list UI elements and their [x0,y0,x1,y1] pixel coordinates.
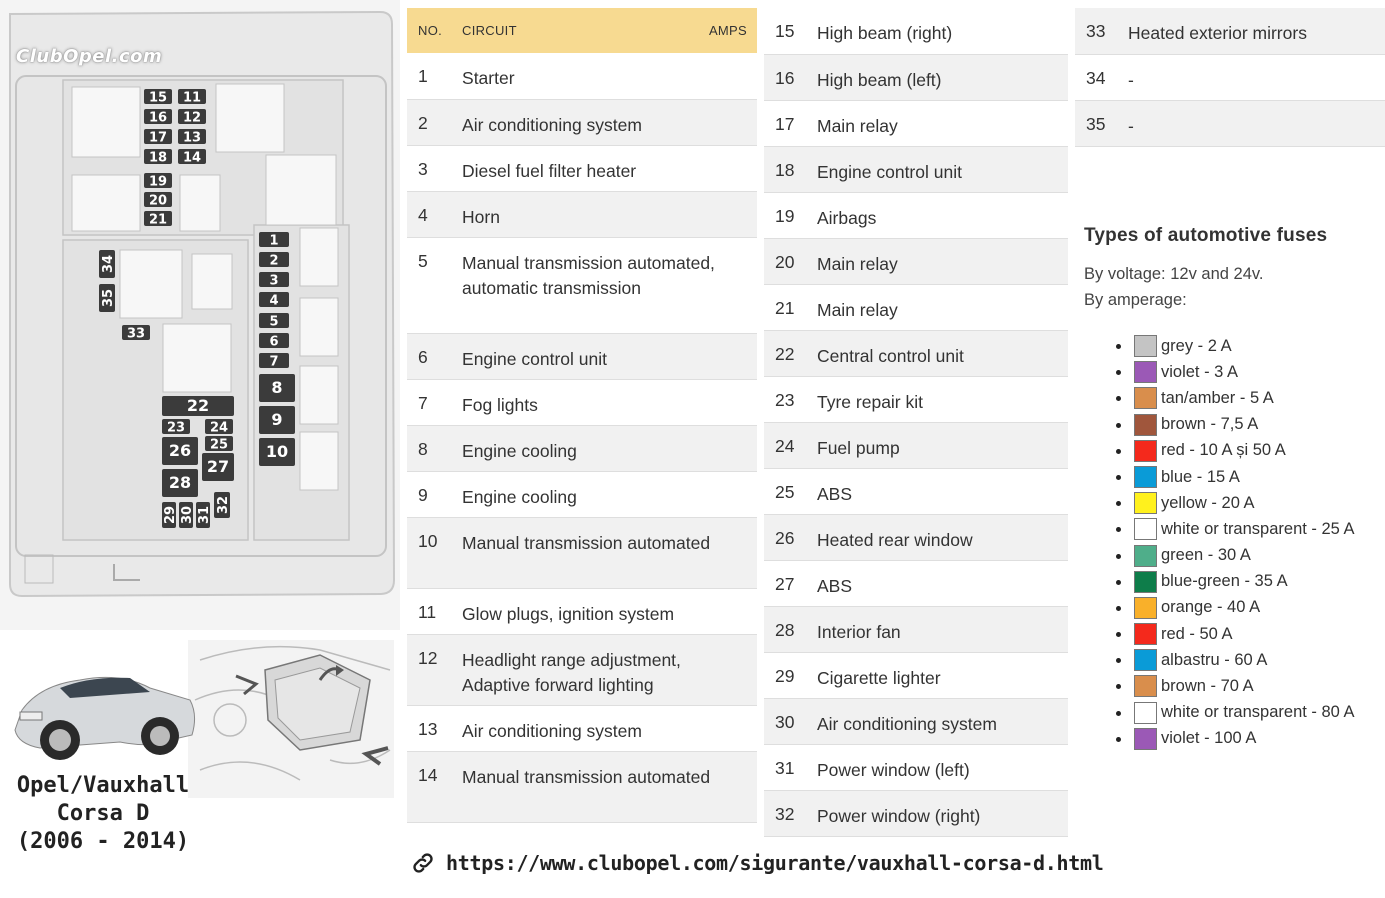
table-row [1075,8,1385,54]
fuse-label: 4 [269,293,279,309]
table-row [764,54,1068,100]
fuse-number: 2 [418,112,428,133]
fuse-number: 15 [775,21,795,41]
fuse-number: 22 [775,343,795,364]
fuse-number: 6 [418,346,428,367]
fuse-label: 5 [269,314,279,330]
table-row [764,238,1068,284]
fuse-circuit: ABS [817,575,853,596]
fuse-number: 3 [418,158,428,179]
fuse-types-title: Types of automotive fuses [1084,225,1328,246]
fuse-circuit: Heated exterior mirrors [1128,23,1307,43]
fuse-type-label: red - 50 A [1161,624,1233,643]
bullet-icon [1116,711,1121,716]
fuse-number: 35 [1086,113,1106,134]
list-item [1084,647,1384,673]
fuse-number: 24 [775,435,795,456]
table-row [407,634,757,705]
table-row [764,284,1068,330]
table-row [407,705,757,751]
fuse-number: 5 [418,250,428,271]
table-row [407,751,757,822]
fuse-circuit: High beam (left) [817,69,942,90]
fuse-number: 4 [418,204,428,225]
table-row [407,145,757,191]
fuse-number: 14 [418,764,438,785]
fuse-type-label: green - 30 A [1161,546,1251,565]
fuse-label: 26 [168,441,192,460]
by-amperage-text: By amperage: [1084,291,1187,309]
fuse-circuit: Fog lights [462,394,538,415]
list-item [1084,569,1384,595]
fuse-circuit: Heated rear window [817,529,973,550]
fuse-circuit: ABS [817,483,853,504]
table-row [764,376,1068,422]
table-row [407,379,757,425]
table-row [764,652,1068,698]
fuse-number: 25 [775,481,795,502]
link-icon [410,850,436,876]
fuse-label: 15 [148,90,168,106]
table-header [407,8,757,53]
fuse-circuit: Tyre repair kit [817,391,923,412]
table-row [764,468,1068,514]
bullet-icon [1116,423,1121,428]
list-item [1084,333,1384,359]
fuse-circuit: Headlight range adjustment, Adaptive forward lighting [462,649,681,695]
table-row [764,146,1068,192]
fuse-number: 28 [775,619,795,640]
table-row [764,8,1068,54]
fuse-label: 35 [101,288,116,308]
list-item [1084,438,1384,464]
fuse-label: 10 [265,442,289,461]
fuse-label: 19 [148,174,168,190]
bullet-icon [1116,580,1121,585]
fuse-circuit: Engine control unit [462,348,607,369]
fuse-circuit: Diesel fuel filter heater [462,160,637,181]
table-row [764,606,1068,652]
fuse-label: 12 [182,110,202,126]
table-row [407,237,757,333]
table-row [407,53,757,99]
color-swatch [1134,518,1157,540]
fuse-circuit: - [1128,69,1134,90]
table-row [407,517,757,588]
list-item [1084,673,1384,699]
header-amps: AMPS [708,23,747,38]
list-item [1084,700,1384,726]
header-no: NO. [407,8,452,53]
bullet-icon [1116,370,1121,375]
color-swatch [1134,675,1157,697]
fuse-type-label: tan/amber - 5 A [1161,388,1274,407]
table-row [764,100,1068,146]
fuse-label: 1 [269,233,279,249]
bullet-icon [1116,344,1121,349]
fuse-number: 27 [775,573,795,594]
fuse-number: 30 [775,711,795,732]
color-swatch [1134,440,1157,462]
color-swatch [1134,597,1157,619]
source-link[interactable] [410,848,1104,878]
fuse-circuit: Engine cooling [462,440,577,461]
car-model-caption [0,772,206,856]
fuse-circuit: Manual transmission automated [462,532,711,553]
fuse-circuit: Starter [462,68,515,88]
fuse-type-label: white or transparent - 25 A [1161,519,1355,538]
fuse-label: 31 [197,505,212,525]
fuse-label: 21 [148,212,168,228]
fuse-type-label: brown - 70 A [1161,677,1254,696]
fuse-type-label: orange - 40 A [1161,598,1261,617]
fuse-label: 9 [271,410,283,429]
table-row [407,425,757,471]
fuse-number: 26 [775,527,795,548]
fuse-circuit: Main relay [817,299,898,320]
bullet-icon [1116,475,1121,480]
table-row [1075,100,1385,146]
list-item [1084,385,1384,411]
table-row [764,790,1068,836]
fuse-label: 27 [206,457,230,476]
fuse-circuit: Air conditioning system [817,713,997,734]
fuse-number: 20 [775,251,795,272]
color-swatch [1134,492,1157,514]
fuse-circuit: Manual transmission automated [462,766,711,787]
header-circuit [452,8,757,53]
fuse-box-diagram [0,0,400,630]
fuse-label: 20 [148,193,168,209]
fuse-label: 28 [168,473,192,492]
color-swatch [1134,545,1157,567]
fuse-type-label: brown - 7,5 A [1161,415,1259,434]
fuse-label: 17 [148,130,168,146]
fuse-circuit: Horn [462,206,500,227]
bullet-icon [1116,737,1121,742]
list-item [1084,516,1384,542]
fuse-label: 24 [209,420,229,436]
fuse-number: 34 [1086,67,1106,88]
bullet-icon [1116,396,1121,401]
fuse-circuit: Power window (left) [817,759,970,780]
fuse-number: 29 [775,665,795,686]
fuse-circuit: Air conditioning system [462,114,642,135]
table-row [764,698,1068,744]
table-row [764,560,1068,606]
fuse-type-label: yellow - 20 A [1161,493,1255,512]
fuse-type-label: blue - 15 A [1161,467,1240,486]
fuse-label: 18 [148,150,168,166]
fuse-label: 11 [182,90,202,106]
color-swatch [1134,623,1157,645]
fuse-circuit: Glow plugs, ignition system [462,603,675,624]
list-item [1084,543,1384,569]
fuse-color-list [1084,333,1384,752]
fuse-number: 13 [418,718,438,739]
fuse-circuit: Engine cooling [462,486,577,507]
bullet-icon [1116,658,1121,663]
fuse-label: 34 [101,254,116,274]
fuse-label: 29 [163,505,178,525]
fuse-number: 10 [418,530,438,551]
color-swatch [1134,649,1157,671]
fuse-number: 12 [418,647,438,668]
fuse-circuit: Airbags [817,207,877,228]
fuse-circuit: Fuel pump [817,437,900,458]
bullet-icon [1116,449,1121,454]
fuse-number: 32 [775,803,795,824]
fuse-table-3 [1075,8,1385,147]
site-watermark: ClubOpel.com [16,46,163,67]
fuse-type-label: violet - 3 A [1161,362,1239,381]
color-swatch [1134,571,1157,593]
table-row [1075,54,1385,100]
fuse-number: 9 [418,484,428,505]
table-row [407,471,757,517]
fuse-type-label: violet - 100 A [1161,729,1257,748]
list-item [1084,621,1384,647]
list-item [1084,726,1384,752]
fuse-type-label: blue-green - 35 A [1161,572,1288,591]
fuse-label: 16 [148,110,168,126]
fuse-number: 11 [418,601,437,622]
fuse-label: 14 [182,150,202,166]
fuse-label: 6 [269,334,279,350]
fuse-label: 8 [271,378,283,397]
table-row [764,422,1068,468]
list-item [1084,490,1384,516]
bullet-icon [1116,554,1121,559]
fuse-label: 2 [269,253,279,269]
bullet-icon [1116,501,1121,506]
fuse-circuit: Interior fan [817,621,901,642]
fuse-label: 13 [182,130,202,146]
fuse-label: 22 [186,396,210,415]
source-url[interactable]: https://www.clubopel.com/sigurante/vauxhall-corsa-d.html [446,851,1104,875]
table-row [407,99,757,145]
fuse-type-label: white or transparent - 80 A [1161,703,1355,722]
fuse-circuit: Main relay [817,253,898,274]
fuse-type-label: albastru - 60 A [1161,650,1268,669]
fuse-number: 33 [1086,21,1106,41]
fuse-circuit: Cigarette lighter [817,667,941,688]
list-item [1084,359,1384,385]
fuse-circuit: High beam (right) [817,23,953,43]
fuse-circuit: Central control unit [817,345,964,366]
fuse-types-section [1084,225,1384,752]
fuse-number: 8 [418,438,428,459]
fuse-circuit: Power window (right) [817,805,981,826]
fuse-number: 19 [775,205,795,226]
fuse-type-label: grey - 2 A [1161,336,1232,355]
fuse-label: 23 [166,420,186,436]
fuse-type-label: red - 10 A și 50 A [1161,441,1286,460]
fuse-number: 23 [775,389,795,410]
color-swatch [1134,361,1157,383]
fuse-number: 16 [775,67,795,88]
color-swatch [1134,728,1157,750]
color-swatch [1134,414,1157,436]
fuse-circuit: Air conditioning system [462,720,642,741]
fuse-label: 32 [216,495,231,515]
table-row [764,330,1068,376]
by-voltage-text: By voltage: 12v and 24v. [1084,265,1264,283]
bullet-icon [1116,684,1121,689]
color-swatch [1134,702,1157,724]
bullet-icon [1116,632,1121,637]
color-swatch [1134,387,1157,409]
table-row [407,191,757,237]
fuse-label: 25 [209,437,229,453]
table-row [407,588,757,634]
fuse-number: 31 [775,757,795,778]
car-years: (2006 - 2014) [16,829,190,854]
fuse-circuit: Manual transmission automated, automatic transmission [462,252,715,298]
list-item [1084,595,1384,621]
fuse-label: 3 [269,273,279,289]
fuse-label: 7 [269,354,279,370]
car-make: Opel/Vauxhall [16,773,190,798]
table-row [764,192,1068,238]
bullet-icon [1116,606,1121,611]
fuse-table-1 [407,8,757,823]
color-swatch [1134,335,1157,357]
table-row [407,333,757,379]
fuse-number: 7 [418,392,428,413]
fuse-label: 30 [180,505,195,525]
fuse-circuit: Main relay [817,115,898,136]
list-item [1084,412,1384,438]
fuse-circuit: Engine control unit [817,161,962,182]
color-swatch [1134,466,1157,488]
table-row [764,744,1068,790]
fuse-number: 17 [775,113,795,134]
car-model: Corsa D [56,801,150,826]
fuse-table-2 [764,8,1068,837]
list-item [1084,464,1384,490]
header-circuit-label: CIRCUIT [462,23,517,38]
bullet-icon [1116,527,1121,532]
fuse-circuit: - [1128,115,1134,136]
fuse-number: 18 [775,159,795,180]
fuse-label: 33 [126,326,146,342]
fuse-number: 1 [418,66,428,86]
fuse-number: 21 [775,297,795,318]
table-row [764,514,1068,560]
